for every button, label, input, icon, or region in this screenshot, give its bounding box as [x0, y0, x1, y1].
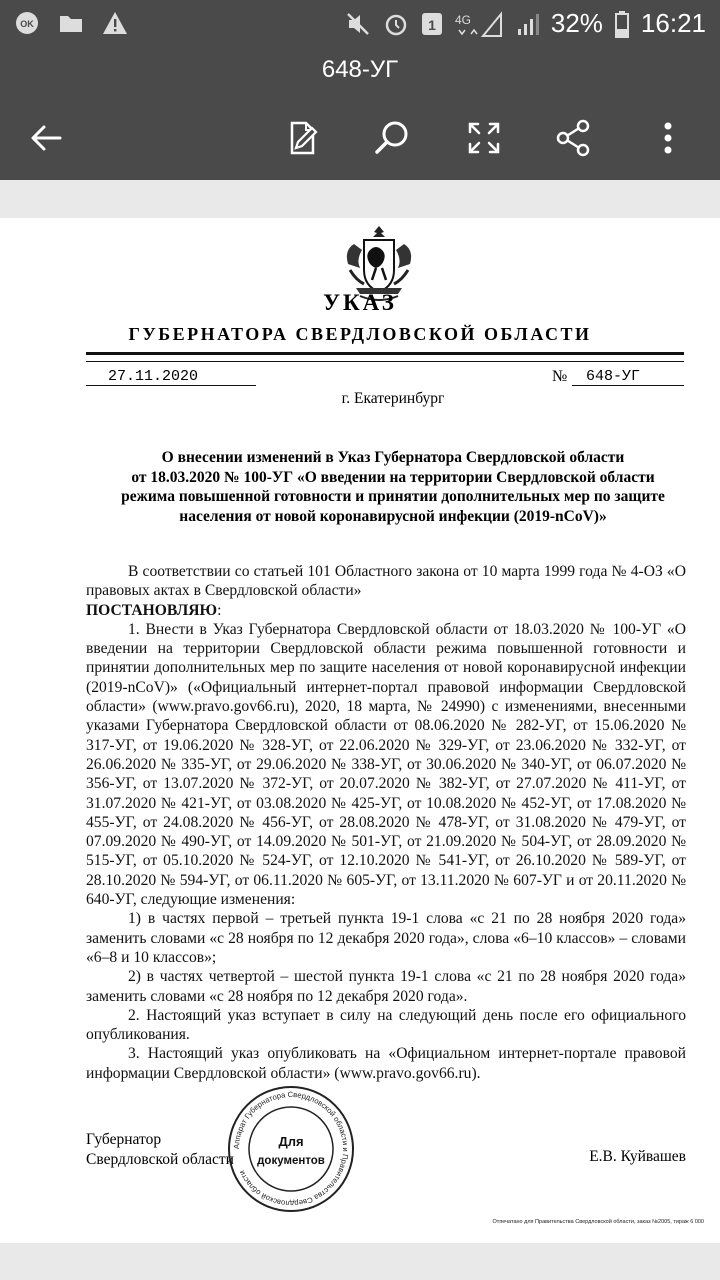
search-icon — [372, 118, 412, 158]
system-icons — [345, 8, 706, 39]
header-double-rule — [86, 352, 684, 362]
4g-icon — [455, 10, 505, 38]
decree-number: 648-УГ — [586, 368, 641, 385]
back-button[interactable] — [18, 110, 74, 166]
date-underline — [86, 385, 256, 386]
title-line-2: от 18.03.2020 № 100-УГ «О введении на территории Свердловской области — [131, 468, 655, 486]
title-line-4: населения от новой коронавирусной инфекции (2019-nCoV)» — [179, 507, 607, 525]
signer-name: Е.В. Куйвашев — [589, 1148, 686, 1165]
signer-title — [86, 1130, 234, 1169]
more-button[interactable] — [640, 110, 696, 166]
decree-heading: УКАЗ — [323, 290, 397, 315]
number-underline — [572, 385, 684, 386]
page-gap — [0, 180, 720, 218]
share-button[interactable] — [546, 110, 602, 166]
official-stamp — [226, 1084, 356, 1214]
edit-icon — [282, 118, 322, 158]
item-3: 3. Настоящий указ опубликовать на «Официальном интернет-портале правовой информации Свердловской области» (www.pravo.gov66.ru). — [86, 1045, 686, 1082]
signer-title-line-2: Свердловской области — [86, 1150, 234, 1168]
clock: 16:21 — [640, 8, 706, 38]
more-icon — [648, 118, 688, 158]
document-title: 648-УГ — [321, 56, 399, 83]
preamble: В соответствии со статьей 101 Областного закона от 10 марта 1999 года № 4-ОЗ «О правовых актах в Свердловской области» — [86, 563, 686, 600]
subitem-2: 2) в частях четвертой – шестой пункта 19-1 слова «с 21 по 28 ноября 2020 года» заменить словами «с 28 ноября по 12 декабря 2020 года». — [86, 968, 686, 1005]
edit-button[interactable] — [274, 110, 330, 166]
number-label: № — [552, 368, 568, 385]
decree-word-line — [86, 601, 686, 620]
title-line-3: режима повышенной готовности и принятии дополнительных мер по защите — [121, 488, 665, 505]
signer-title-line-1: Губернатор — [86, 1131, 162, 1148]
signal-icon — [517, 11, 539, 37]
share-icon — [554, 118, 594, 158]
svg-text:OK: OK — [20, 19, 34, 29]
app-bar — [0, 50, 720, 180]
title-line-1: О внесении изменений в Указ Губернатора Свердловской области — [161, 449, 625, 466]
stamp-ring-text: Аппарат Губернатора Свердловской области и Правительства Свердловской области — [231, 1089, 351, 1209]
fit-screen-icon — [464, 118, 504, 158]
svg-text:4G: 4G — [454, 12, 471, 27]
subitem-1: 1) в частях первой – третьей пункта 19-1 слова «с 21 по 28 ноября 2020 года» заменить словами «с 28 ноября по 12 декабря 2020 года», слова «6–10 классов» – словами «6–8 и 10 классов»; — [86, 910, 686, 966]
print-footer: Отпечатано для Правительства Свердловской области, заказ №2005, тираж 6 000 — [492, 1219, 704, 1225]
item-2: 2. Настоящий указ вступает в силу на следующий день после его официального опубликования. — [86, 1006, 686, 1044]
ok-icon — [14, 10, 40, 36]
item-1: 1. Внести в Указ Губернатора Свердловской области от 18.03.2020 № 100-УГ «О введении на территории Свердловской области режима повышенной готовности и принятии дополнительных мер по защите населения от новой коронавирусной инфекции (2019-nCoV)» («Официальный интернет-портал правовой информации Свердловской области» (www.pravo.gov66.ru), 2020, 18 марта, № 24990) с изменениями, внесенными указами Губернатора Свердловской области от 08.06.2020 № 282-УГ, от 15.06.2020 № 317-УГ, от 19.06.2020 № 328-УГ, от 22.06.2020 № 329-УГ, от 23.06.2020 № 332-УГ, от 26.06.2020 № 335-УГ, от 29.06.2020 № 338-УГ, от 30.06.2020 № 340-УГ, от 06.07.2020 № 356-УГ, от 13.07.2020 № 372-УГ, от 20.07.2020 № 382-УГ, от 27.07.2020 № 411-УГ, от 31.07.2020 № 421-УГ, от 03.08.2020 № 425-УГ, от 10.08.2020 № 452-УГ, от 17.08.2020 № 455-УГ, от 24.08.2020 № 456-УГ, от 28.08.2020 № 478-УГ, от 31.08.2020 № 479-УГ, от 07.09.2020 № 490-УГ, от 14.09.2020 № 501-УГ, от 21.09.2020 № 504-УГ, от 28.09.2020 № 515-УГ, от 05.10.2020 № 524-УГ, от 12.10.2020 № 541-УГ, от 26.10.2020 № 589-УГ, от 28.10.2020 № 594-УГ, от 06.11.2020 № 605-УГ, от 13.11.2020 № 607-УГ и от 20.11.2020 № 640-УГ, следующие изменения: — [86, 620, 686, 909]
decree-city: г. Екатеринбург — [341, 390, 445, 407]
mute-icon — [345, 11, 371, 37]
battery-icon — [615, 10, 629, 38]
status-bar — [0, 0, 720, 50]
back-icon — [26, 118, 66, 158]
folder-icon — [58, 10, 84, 36]
warning-icon — [102, 10, 128, 36]
notification-icons — [14, 10, 128, 36]
svg-text:1: 1 — [427, 16, 436, 33]
decree-subheading: ГУБЕРНАТОРА СВЕРДЛОВСКОЙ ОБЛАСТИ — [128, 324, 592, 344]
decree-body — [86, 562, 686, 1083]
stamp-center-line-2: документов — [257, 1155, 325, 1167]
fit-screen-button[interactable] — [456, 110, 512, 166]
decree-colon: : — [217, 601, 222, 619]
stamp-center-line-1: Для — [278, 1134, 304, 1149]
alarm-icon — [383, 11, 409, 37]
decree-title — [0, 448, 720, 526]
document-page[interactable] — [0, 218, 720, 1243]
battery-percent: 32% — [550, 8, 603, 38]
bottom-gap — [0, 1243, 720, 1280]
decree-word: ПОСТАНОВЛЯЮ — [86, 601, 218, 619]
decree-date: 27.11.2020 — [108, 368, 199, 385]
search-button[interactable] — [364, 110, 420, 166]
sim1-icon — [421, 11, 443, 37]
